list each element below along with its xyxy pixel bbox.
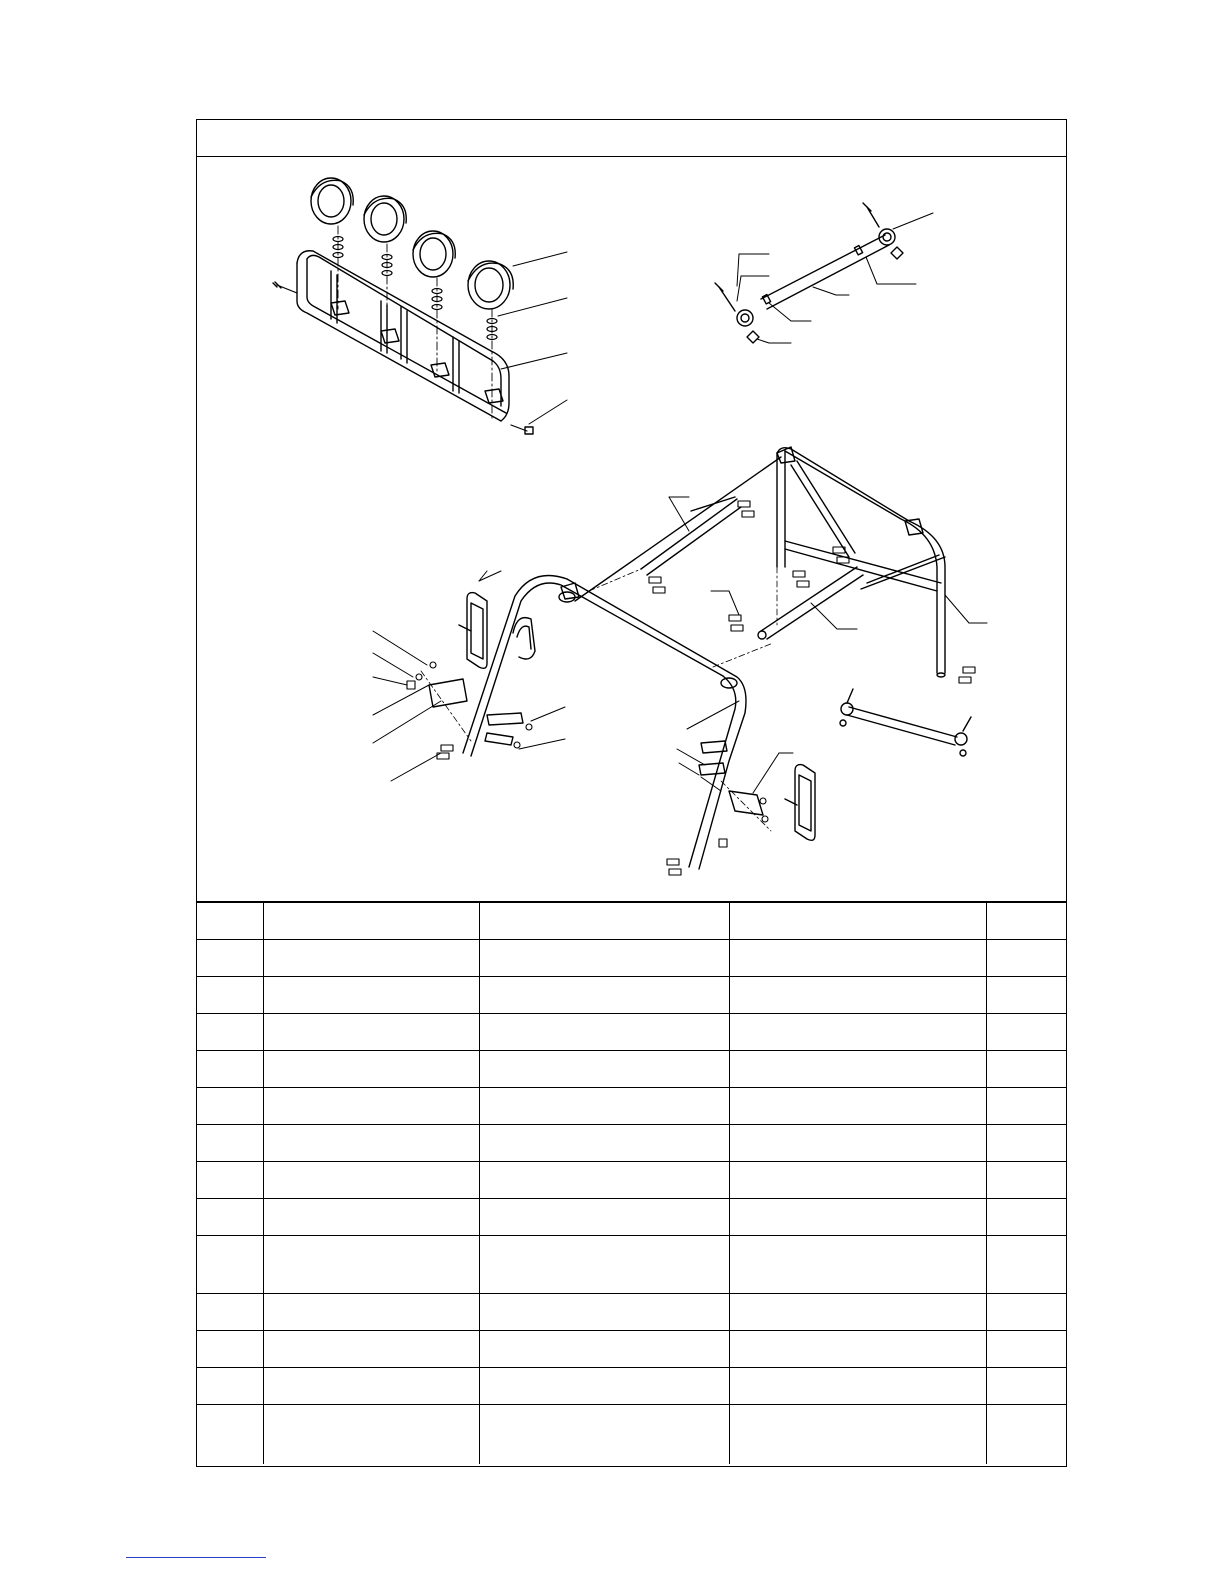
cell-qty [986, 940, 1066, 977]
cell-qty [986, 1199, 1066, 1236]
footer-link[interactable] [126, 1557, 266, 1558]
cell-no [197, 940, 263, 977]
cell-part-number [263, 1014, 479, 1051]
cell-part-number [263, 903, 479, 940]
parts-sheet [196, 119, 1067, 1467]
cell-no [197, 977, 263, 1014]
table-row [197, 977, 1066, 1014]
cell-description [479, 1294, 729, 1331]
cell-no [197, 1368, 263, 1405]
cell-no [197, 1236, 263, 1294]
table-row [197, 940, 1066, 977]
lamp-1 [311, 178, 353, 224]
cell-spec [729, 1051, 986, 1088]
cell-part-number [263, 1236, 479, 1294]
cell-description [479, 1199, 729, 1236]
cell-qty [986, 1236, 1066, 1294]
cell-no [197, 1051, 263, 1088]
table-row [197, 1014, 1066, 1051]
table-row [197, 1199, 1066, 1236]
exploded-view-diagram [197, 157, 1066, 902]
cell-part-number [263, 1199, 479, 1236]
cell-part-number [263, 1294, 479, 1331]
cell-spec [729, 940, 986, 977]
cell-spec [729, 1088, 986, 1125]
mirror-right [785, 765, 815, 841]
cell-spec [729, 1014, 986, 1051]
cell-part-number [263, 1125, 479, 1162]
cell-description [479, 977, 729, 1014]
cell-spec [729, 977, 986, 1014]
cell-spec [729, 1162, 986, 1199]
cell-no [197, 1331, 263, 1368]
cell-qty [986, 1162, 1066, 1199]
cell-part-number [263, 940, 479, 977]
light-bar-assembly [273, 178, 567, 434]
roll-cage-assembly [373, 447, 987, 875]
cell-spec [729, 1331, 986, 1368]
cell-spec [729, 1405, 986, 1464]
mirror-left [459, 593, 487, 669]
table-row [197, 1368, 1066, 1405]
cell-description [479, 1051, 729, 1088]
cell-qty [986, 1294, 1066, 1331]
table-row [197, 1088, 1066, 1125]
cell-description [479, 1405, 729, 1464]
table-row [197, 1294, 1066, 1331]
cell-spec [729, 1368, 986, 1405]
cell-description [479, 1236, 729, 1294]
cell-qty [986, 1014, 1066, 1051]
cell-part-number [263, 1088, 479, 1125]
cell-qty [986, 1088, 1066, 1125]
cell-qty [986, 903, 1066, 940]
cell-spec [729, 1294, 986, 1331]
table-row [197, 1051, 1066, 1088]
cell-qty [986, 1051, 1066, 1088]
cell-part-number [263, 1051, 479, 1088]
cell-description [479, 903, 729, 940]
table-row [197, 1236, 1066, 1294]
cell-description [479, 1368, 729, 1405]
table-row [197, 1331, 1066, 1368]
cell-qty [986, 1368, 1066, 1405]
cell-no [197, 1125, 263, 1162]
cell-no [197, 903, 263, 940]
cell-no [197, 1199, 263, 1236]
cell-description [479, 1088, 729, 1125]
cell-spec [729, 903, 986, 940]
cell-description [479, 1331, 729, 1368]
cell-description [479, 940, 729, 977]
cell-part-number [263, 1405, 479, 1464]
table-header-row [197, 903, 1066, 940]
cell-part-number [263, 1331, 479, 1368]
cell-qty [986, 1331, 1066, 1368]
cell-qty [986, 1125, 1066, 1162]
lamp-4 [468, 261, 513, 309]
lamp-2 [364, 196, 406, 242]
table-row [197, 1162, 1066, 1199]
cell-no [197, 1405, 263, 1464]
cell-spec [729, 1236, 986, 1294]
cell-part-number [263, 977, 479, 1014]
cell-description [479, 1162, 729, 1199]
cell-no [197, 1088, 263, 1125]
cell-description [479, 1125, 729, 1162]
cell-qty [986, 977, 1066, 1014]
cell-qty [986, 1405, 1066, 1464]
cell-spec [729, 1199, 986, 1236]
table-row [197, 1125, 1066, 1162]
cell-no [197, 1014, 263, 1051]
lamp-3 [413, 231, 455, 277]
cell-no [197, 1162, 263, 1199]
cell-spec [729, 1125, 986, 1162]
cell-part-number [263, 1162, 479, 1199]
parts-table [197, 902, 1066, 1464]
table-row [197, 1405, 1066, 1464]
tie-rod-assembly [715, 203, 933, 343]
cell-part-number [263, 1368, 479, 1405]
cell-description [479, 1014, 729, 1051]
cell-no [197, 1294, 263, 1331]
